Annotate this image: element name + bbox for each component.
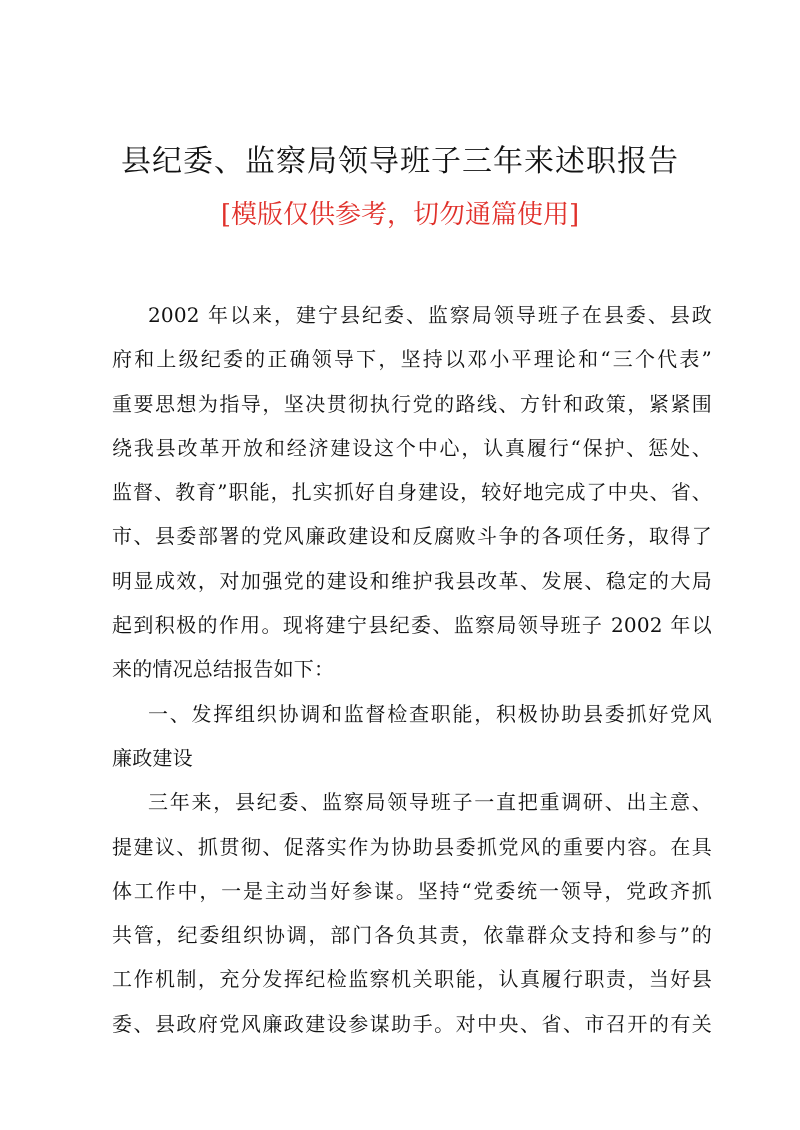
document-body [112,293,712,1046]
paragraph-1-line-4: 绕我县改革开放和经济建设这个中心，认真履行“保护、惩处、 [112,435,712,460]
paragraph-3-line-5: 工作机制，充分发挥纪检监察机关职能，认真履行职责，当好县 [112,967,712,992]
document-subtitle: [模版仅供参考，切勿通篇使用] [220,200,580,230]
section-heading-1-line-2: 廉政建设 [112,745,193,770]
paragraph-1-line-5: 监督、教育”职能，扎实抓好自身建设，较好地完成了中央、省、 [112,480,712,505]
paragraph-1-line-3: 重要思想为指导，坚决贯彻执行党的路线、方针和政策，紧紧围 [112,391,712,416]
document-title: 县纪委、监察局领导班子三年来述职报告 [121,144,679,179]
paragraph-1-line-7: 明显成效，对加强党的建设和维护我县改革、发展、稳定的大局 [112,568,712,593]
paragraph-1-line-1: 2002 年以来，建宁县纪委、监察局领导班子在县委、县政 [148,303,712,327]
paragraph-1-line-8: 起到积极的作用。现将建宁县纪委、监察局领导班子 2002 年以 [112,613,712,638]
section-heading-1-line-1: 一、发挥组织协调和监督检查职能，积极协助县委抓好党风 [148,701,712,726]
paragraph-3-line-2: 提建议、抓贯彻、促落实作为协助县委抓党风的重要内容。在具 [112,834,712,859]
paragraph-1-line-6: 市、县委部署的党风廉政建设和反腐败斗争的各项任务，取得了 [112,524,712,549]
paragraph-3-line-6: 委、县政府党风廉政建设参谋助手。对中央、省、市召开的有关 [112,1011,712,1036]
paragraph-3-line-3: 体工作中，一是主动当好参谋。坚持“党委统一领导，党政齐抓 [112,878,712,903]
paragraph-1-line-2: 府和上级纪委的正确领导下，坚持以邓小平理论和“三个代表” [112,347,712,372]
paragraph-3-line-1: 三年来，县纪委、监察局领导班子一直把重调研、出主意、 [148,790,712,815]
paragraph-1-line-9: 来的情况总结报告如下： [112,657,335,682]
paragraph-3-line-4: 共管，纪委组织协调，部门各负其责，依靠群众支持和参与”的 [112,923,712,948]
